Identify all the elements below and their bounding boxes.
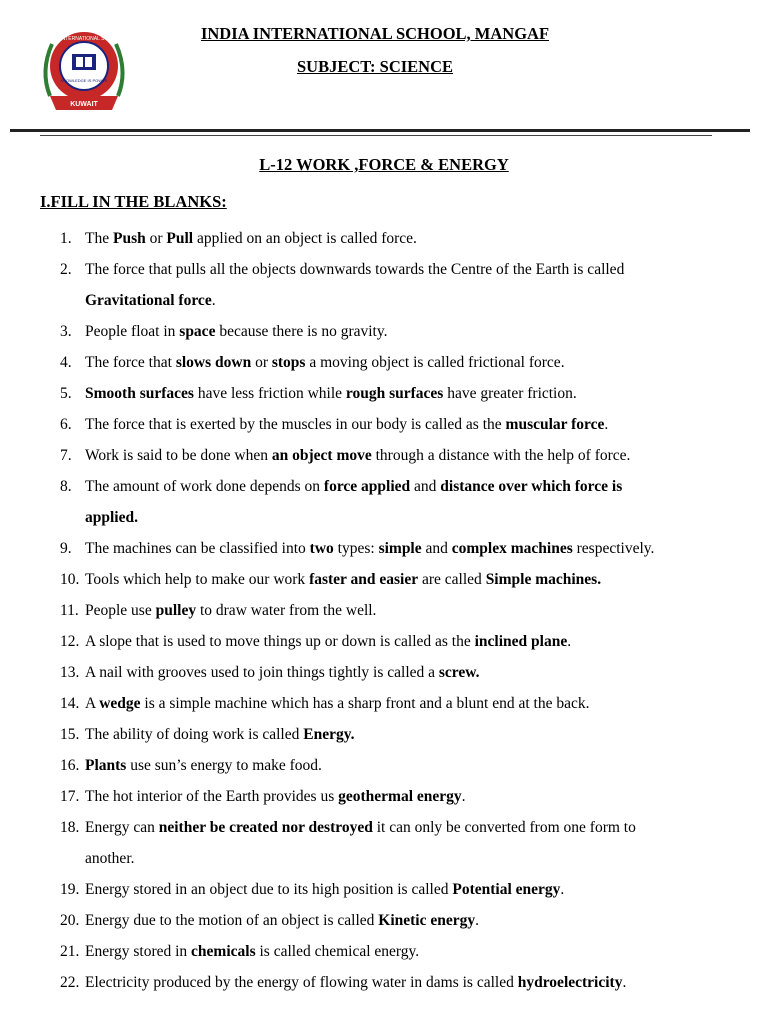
item-text-line (85, 874, 745, 905)
list-item (60, 967, 750, 998)
item-text-line (85, 347, 745, 378)
question-text: is a simple machine which has a sharp front and a blunt end at the back. (140, 695, 590, 712)
question-text: have less friction while (193, 385, 346, 402)
list-item (60, 905, 750, 936)
question-text: it can only be converted from one form to (372, 819, 636, 836)
answer-text: Plants (85, 757, 127, 774)
item-number: 17. (60, 788, 80, 805)
answer-text: Kinetic energy (378, 912, 476, 929)
question-text: Electricity produced by the energy of flowing water in dams is called (85, 974, 518, 991)
question-text: Energy stored in an object due to its high position is called (85, 881, 453, 898)
question-text: Energy stored in (85, 943, 192, 960)
question-text: People float in (85, 323, 180, 340)
question-text: is called chemical energy. (255, 943, 420, 960)
list-item (60, 874, 750, 905)
list-item (60, 595, 750, 626)
item-text-line (85, 719, 745, 750)
question-text: The amount of work done depends on (85, 478, 324, 495)
list-item (60, 719, 750, 750)
answer-text: complex machines (451, 540, 573, 557)
item-number: 16. (60, 757, 80, 774)
item-number: 21. (60, 943, 80, 960)
list-item (60, 626, 750, 657)
answer-text: neither be created nor destroyed (158, 819, 373, 836)
item-text-line (85, 533, 745, 564)
question-text: have greater friction. (443, 385, 577, 402)
item-number: 15. (60, 726, 80, 743)
item-text-line (85, 285, 745, 316)
item-text-line (85, 626, 745, 657)
item-text-line (85, 967, 745, 998)
item-number: 11. (60, 602, 79, 619)
item-text-line (85, 595, 745, 626)
question-text: The ability of doing work is called (85, 726, 304, 743)
answer-text: screw. (438, 664, 480, 681)
item-text-line (85, 502, 745, 533)
subject-title: SUBJECT: SCIENCE (296, 57, 454, 76)
logo-banner-text: KUWAIT (70, 101, 98, 108)
question-text: . (475, 912, 480, 929)
list-item (60, 781, 750, 812)
question-text: A slope that is used to move things up or down is called as the (85, 633, 475, 650)
answer-text: applied. (85, 509, 138, 526)
answer-text: geothermal energy (338, 788, 462, 805)
item-text-line (85, 905, 745, 936)
question-text: or (145, 230, 167, 247)
divider-thin (40, 135, 712, 136)
list-item (60, 657, 750, 688)
item-text-line (85, 750, 745, 781)
question-text: . (604, 416, 609, 433)
answer-text: wedge (99, 695, 141, 712)
list-item (60, 254, 750, 316)
list-item (60, 471, 750, 533)
answer-text: space (179, 323, 216, 340)
question-text: The force that pulls all the objects downwards towards the Centre of the Earth is called (85, 261, 625, 278)
answer-text: Gravitational force (85, 292, 212, 309)
question-text: The machines can be classified into (85, 540, 310, 557)
question-text: A nail with grooves used to join things tightly is called a (85, 664, 439, 681)
item-text-line (85, 688, 745, 719)
question-text: types: (333, 540, 379, 557)
list-item (60, 812, 750, 874)
list-item (60, 533, 750, 564)
section-heading: I.FILL IN THE BLANKS: (40, 192, 227, 211)
item-number: 20. (60, 912, 80, 929)
item-number: 10. (60, 571, 80, 588)
answer-text: hydroelectricity (517, 974, 623, 991)
list-item (60, 409, 750, 440)
item-text-line (85, 781, 745, 812)
item-number: 19. (60, 881, 80, 898)
item-number: 4. (60, 354, 72, 371)
answer-text: two (309, 540, 334, 557)
item-text-line (85, 936, 745, 967)
question-text: People use (85, 602, 156, 619)
item-number: 22. (60, 974, 80, 991)
answer-text: chemicals (191, 943, 256, 960)
question-text: Tools which help to make our work (85, 571, 310, 588)
answer-text: faster and easier (309, 571, 419, 588)
item-text-line (85, 378, 745, 409)
item-number: 13. (60, 664, 80, 681)
answer-text: simple (378, 540, 422, 557)
question-text: . (461, 788, 466, 805)
question-text: . (560, 881, 565, 898)
question-text: a moving object is called frictional force. (305, 354, 565, 371)
answer-text: slows down (175, 354, 252, 371)
logo-ring-text: INDIA INTERNATIONAL SCHOOL (45, 36, 123, 42)
question-text: . (622, 974, 627, 991)
question-text: use sun’s energy to make food. (126, 757, 322, 774)
item-text-line (85, 657, 745, 688)
question-text: or (251, 354, 272, 371)
answer-text: Smooth surfaces (85, 385, 194, 402)
question-text: because there is no gravity. (215, 323, 388, 340)
answer-text: inclined plane (474, 633, 568, 650)
item-number: 12. (60, 633, 80, 650)
answer-text: an object move (271, 447, 372, 464)
question-text: to draw water from the well. (196, 602, 377, 619)
answer-text: muscular force (505, 416, 605, 433)
question-text: and (421, 540, 452, 557)
list-item (60, 440, 750, 471)
item-text-line (85, 812, 745, 843)
answer-text: rough surfaces (345, 385, 444, 402)
item-number: 1. (60, 230, 72, 247)
question-text: The hot interior of the Earth provides us (85, 788, 339, 805)
list-item (60, 750, 750, 781)
answer-text: Potential energy (452, 881, 561, 898)
question-text: Energy due to the motion of an object is called (85, 912, 379, 929)
divider-thick (10, 129, 750, 132)
question-text: . (567, 633, 572, 650)
item-number: 9. (60, 540, 72, 557)
answer-text: Energy. (303, 726, 355, 743)
item-text-line (85, 564, 745, 595)
answer-text: Simple machines. (485, 571, 602, 588)
answer-text: pulley (155, 602, 197, 619)
question-text: Energy can (85, 819, 159, 836)
question-text: . (211, 292, 216, 309)
item-number: 3. (60, 323, 72, 340)
item-number: 18. (60, 819, 80, 836)
item-text-line (85, 409, 745, 440)
question-text: Work is said to be done when (85, 447, 272, 464)
answer-text: distance over which force is (440, 478, 623, 495)
question-text: The force that is exerted by the muscles in our body is called as the (85, 416, 506, 433)
question-text: are called (418, 571, 486, 588)
item-text-line (85, 254, 745, 285)
school-logo (36, 26, 132, 116)
item-text-line (85, 843, 745, 874)
item-text-line (85, 223, 745, 254)
list-item (60, 223, 750, 254)
item-number: 2. (60, 261, 72, 278)
question-text: A (85, 695, 100, 712)
item-number: 14. (60, 695, 80, 712)
logo-motto: KNOWLEDGE IS POWER (60, 78, 108, 83)
item-number: 8. (60, 478, 72, 495)
question-text: through a distance with the help of force. (371, 447, 631, 464)
answer-text: stops (271, 354, 306, 371)
list-item (60, 378, 750, 409)
answer-text: Push (112, 230, 146, 247)
item-text-line (85, 316, 745, 347)
list-item (60, 936, 750, 967)
lesson-title: L-12 WORK ,FORCE & ENERGY (259, 155, 509, 174)
question-text: The force that (85, 354, 176, 371)
list-item (60, 564, 750, 595)
answer-text: force applied (323, 478, 411, 495)
item-number: 5. (60, 385, 72, 402)
question-text: another. (85, 850, 135, 867)
question-text: respectively. (572, 540, 655, 557)
list-item (60, 347, 750, 378)
item-text-line (85, 440, 745, 471)
item-number: 6. (60, 416, 72, 433)
school-name: INDIA INTERNATIONAL SCHOOL, MANGAF (200, 24, 550, 43)
item-number: 7. (60, 447, 72, 464)
question-text: and (410, 478, 441, 495)
list-item (60, 688, 750, 719)
answer-text: Pull (166, 230, 194, 247)
question-text: The (85, 230, 113, 247)
item-text-line (85, 471, 745, 502)
list-item (60, 316, 750, 347)
question-text: applied on an object is called force. (193, 230, 417, 247)
